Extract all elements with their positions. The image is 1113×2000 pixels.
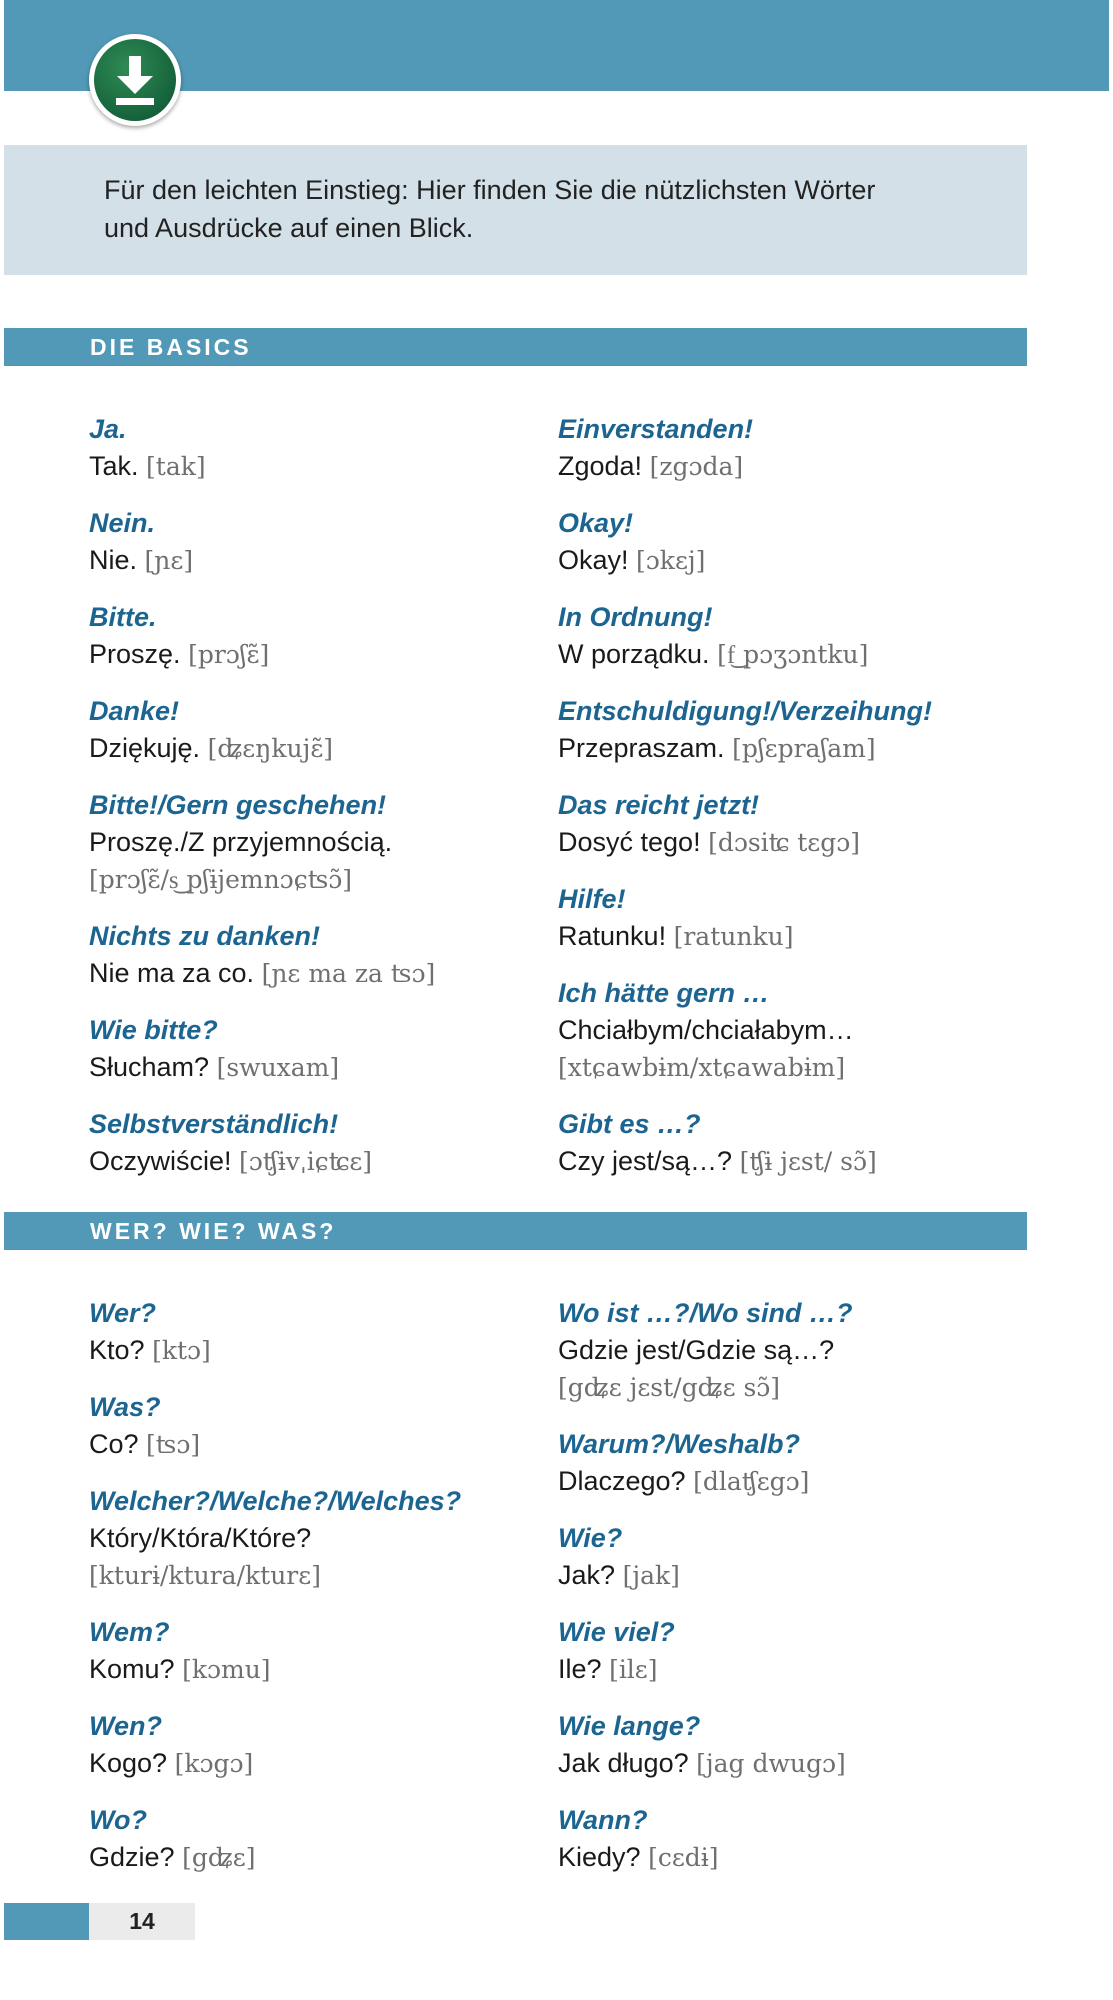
- german-phrase: Wie bitte?: [89, 1015, 218, 1045]
- pronunciation: [ratunku]: [673, 922, 794, 951]
- phrase-entry: [558, 787, 1058, 861]
- polish-translation: [558, 1839, 1058, 1876]
- polish-text: Oczywiście!: [89, 1146, 232, 1176]
- pronunciation: [ɲɛ]: [144, 546, 194, 575]
- polish-translation: Który/Która/Które?: [89, 1523, 312, 1553]
- polish-translation: [89, 1426, 549, 1463]
- pronunciation: [prɔʃɛ̃/s͜ pʃɨjemnɔɕʦɔ̃]: [89, 865, 353, 894]
- phrase-entry: [89, 411, 509, 485]
- pronunciation: [prɔʃɛ̃]: [188, 640, 270, 669]
- german-phrase: In Ordnung!: [558, 602, 713, 632]
- polish-translation: [89, 1332, 549, 1369]
- polish-translation: Proszę./Z przyjemnością.: [89, 827, 393, 857]
- german-phrase: Wer?: [89, 1298, 157, 1328]
- phrase-entry: [89, 1106, 509, 1180]
- german-phrase: Selbstverständlich!: [89, 1109, 339, 1139]
- polish-text: Jak?: [558, 1560, 616, 1590]
- polish-text: Dziękuję.: [89, 733, 201, 763]
- polish-text: Proszę.: [89, 639, 181, 669]
- german-phrase: Bitte!/Gern geschehen!: [89, 790, 387, 820]
- polish-translation: [89, 955, 509, 992]
- phrase-entry: [89, 599, 509, 673]
- section-title: DIE BASICS: [90, 334, 252, 360]
- phrase-entry: [89, 1389, 549, 1463]
- polish-text: Gdzie?: [89, 1842, 175, 1872]
- pronunciation: [kɔmu]: [182, 1655, 271, 1684]
- page-number-box: [89, 1903, 195, 1940]
- phrase-entry: [558, 1106, 1058, 1180]
- german-phrase: Wie?: [558, 1523, 623, 1553]
- german-phrase: Wo?: [89, 1805, 147, 1835]
- polish-text: W porządku.: [558, 639, 710, 669]
- phrase-entry: [89, 787, 509, 898]
- pronunciation: [kɔgɔ]: [174, 1749, 254, 1778]
- polish-text: Nie.: [89, 545, 138, 575]
- german-phrase: Wie viel?: [558, 1617, 675, 1647]
- phrase-entry: [558, 1426, 1058, 1500]
- phrase-entry: [89, 693, 509, 767]
- polish-translation: [89, 730, 509, 767]
- polish-translation: [89, 1049, 509, 1086]
- page-number: 14: [129, 1908, 155, 1934]
- polish-text: Nie ma za co.: [89, 958, 255, 988]
- polish-translation: [89, 1651, 549, 1688]
- polish-text: Okay!: [558, 545, 629, 575]
- german-phrase: Einverstanden!: [558, 414, 754, 444]
- phrase-entry: [89, 1483, 549, 1594]
- intro-line-1: Für den leichten Einstieg: Hier finden Sie die nützlichsten Wörter: [104, 175, 876, 205]
- phrase-entry: [89, 1708, 549, 1782]
- polish-text: Dosyć tego!: [558, 827, 701, 857]
- polish-translation: [558, 636, 1058, 673]
- phrase-entry: [89, 1012, 509, 1086]
- phrase-entry: [558, 975, 1058, 1086]
- german-phrase: Hilfe!: [558, 884, 626, 914]
- german-phrase: Wann?: [558, 1805, 648, 1835]
- polish-text: Zgoda!: [558, 451, 643, 481]
- phrase-entry: [558, 1614, 1058, 1688]
- german-phrase: Okay!: [558, 508, 634, 538]
- phrase-entry: [558, 1295, 1058, 1406]
- section-header-basics: [4, 328, 1027, 366]
- polish-translation: Gdzie jest/Gdzie są…?: [558, 1335, 835, 1365]
- pronunciation: [cɛdɨ]: [648, 1843, 719, 1872]
- pronunciation: [swuxam]: [216, 1053, 340, 1082]
- download-badge[interactable]: [89, 34, 181, 126]
- pronunciation: [ʦɔ]: [146, 1430, 201, 1459]
- phrase-entry: [558, 599, 1058, 673]
- page-footer-bar: [4, 1903, 89, 1940]
- intro-box: [4, 145, 1027, 275]
- polish-text: Jak długo?: [558, 1748, 689, 1778]
- german-phrase: Wem?: [89, 1617, 170, 1647]
- polish-translation: [558, 1745, 1058, 1782]
- polish-text: Ratunku!: [558, 921, 667, 951]
- polish-text: Czy jest/są…?: [558, 1146, 733, 1176]
- pronunciation: [ktɔ]: [152, 1336, 211, 1365]
- questions-right-column: [558, 1295, 1058, 1896]
- section-title: WER? WIE? WAS?: [90, 1218, 337, 1244]
- polish-translation: [89, 1745, 549, 1782]
- german-phrase: Bitte.: [89, 602, 157, 632]
- polish-text: Kto?: [89, 1335, 145, 1365]
- polish-text: Przepraszam.: [558, 733, 725, 763]
- german-phrase: Ja.: [89, 414, 127, 444]
- polish-translation: [558, 824, 1058, 861]
- phrase-entry: [558, 411, 1058, 485]
- phrase-entry: [89, 1295, 549, 1369]
- polish-text: Słucham?: [89, 1052, 210, 1082]
- polish-translation: [89, 448, 509, 485]
- german-phrase: Das reicht jetzt!: [558, 790, 760, 820]
- german-phrase: Wen?: [89, 1711, 162, 1741]
- pronunciation: [xtɕawbɨm/xtɕawabɨm]: [558, 1053, 846, 1082]
- pronunciation: [gʥɛ]: [182, 1843, 256, 1872]
- polish-translation: [89, 542, 509, 579]
- pronunciation: [gʥɛ jɛst/gʥɛ sɔ̃]: [558, 1373, 781, 1402]
- polish-text: Ile?: [558, 1654, 602, 1684]
- pronunciation: [dɔsiʨ tɛgɔ]: [708, 828, 861, 857]
- download-arrow-icon: [89, 34, 181, 126]
- phrase-entry: [558, 505, 1058, 579]
- intro-text: [104, 171, 984, 247]
- german-phrase: Warum?/Weshalb?: [558, 1429, 801, 1459]
- phrase-entry: [558, 1708, 1058, 1782]
- polish-translation: [558, 1651, 1058, 1688]
- pronunciation: [kturɨ/ktura/kturɛ]: [89, 1561, 321, 1590]
- pronunciation: [ʥɛŋkujɛ̃]: [207, 734, 334, 763]
- basics-left-column: [89, 411, 509, 1200]
- phrase-entry: [558, 881, 1058, 955]
- pronunciation: [f͜ pɔʒɔntku]: [717, 640, 869, 669]
- polish-translation: [558, 1143, 1058, 1180]
- polish-translation: [89, 1839, 549, 1876]
- phrase-entry: [558, 693, 1058, 767]
- section-header-questions: [4, 1212, 1027, 1250]
- phrase-entry: [89, 505, 509, 579]
- pronunciation: [ɔʧɨvˌiɕʨɛ]: [239, 1147, 373, 1176]
- pronunciation: [ɲɛ ma za ʦɔ]: [261, 959, 436, 988]
- german-phrase: Danke!: [89, 696, 180, 726]
- basics-right-column: [558, 411, 1058, 1200]
- polish-translation: [558, 918, 1058, 955]
- phrase-entry: [558, 1802, 1058, 1876]
- german-phrase: Wo ist …?/Wo sind …?: [558, 1298, 853, 1328]
- german-phrase: Gibt es …?: [558, 1109, 701, 1139]
- pronunciation: [ilɛ]: [609, 1655, 658, 1684]
- polish-text: Co?: [89, 1429, 139, 1459]
- polish-translation: [558, 448, 1058, 485]
- german-phrase: Welcher?/Welche?/Welches?: [89, 1486, 462, 1516]
- pronunciation: [tak]: [146, 452, 206, 481]
- polish-translation: Chciałbym/chciałabym…: [558, 1015, 854, 1045]
- polish-translation: [558, 1463, 1058, 1500]
- pronunciation: [dlaʧɛgɔ]: [693, 1467, 810, 1496]
- pronunciation: [ʧɨ jɛst/ sɔ̃]: [739, 1147, 877, 1176]
- pronunciation: [jak]: [622, 1561, 680, 1590]
- phrase-entry: [558, 1520, 1058, 1594]
- phrase-entry: [89, 918, 509, 992]
- german-phrase: Was?: [89, 1392, 161, 1422]
- polish-translation: [89, 1143, 509, 1180]
- phrase-entry: [89, 1614, 549, 1688]
- polish-translation: [89, 636, 509, 673]
- phrase-entry: [89, 1802, 549, 1876]
- pronunciation: [pʃɛpraʃam]: [732, 734, 876, 763]
- polish-text: Kogo?: [89, 1748, 168, 1778]
- pronunciation: [ɔkɛj]: [636, 546, 706, 575]
- pronunciation: [jag dwugɔ]: [696, 1749, 846, 1778]
- polish-translation: [558, 730, 1058, 767]
- german-phrase: Nein.: [89, 508, 156, 538]
- polish-translation: [558, 542, 1058, 579]
- pronunciation: [zgɔda]: [649, 452, 744, 481]
- polish-translation: [558, 1557, 1058, 1594]
- polish-text: Tak.: [89, 451, 139, 481]
- german-phrase: Nichts zu danken!: [89, 921, 321, 951]
- polish-text: Komu?: [89, 1654, 175, 1684]
- intro-line-2: und Ausdrücke auf einen Blick.: [104, 213, 474, 243]
- questions-left-column: [89, 1295, 549, 1896]
- polish-text: Dlaczego?: [558, 1466, 686, 1496]
- german-phrase: Entschuldigung!/Verzeihung!: [558, 696, 932, 726]
- german-phrase: Ich hätte gern …: [558, 978, 770, 1008]
- german-phrase: Wie lange?: [558, 1711, 701, 1741]
- polish-text: Kiedy?: [558, 1842, 641, 1872]
